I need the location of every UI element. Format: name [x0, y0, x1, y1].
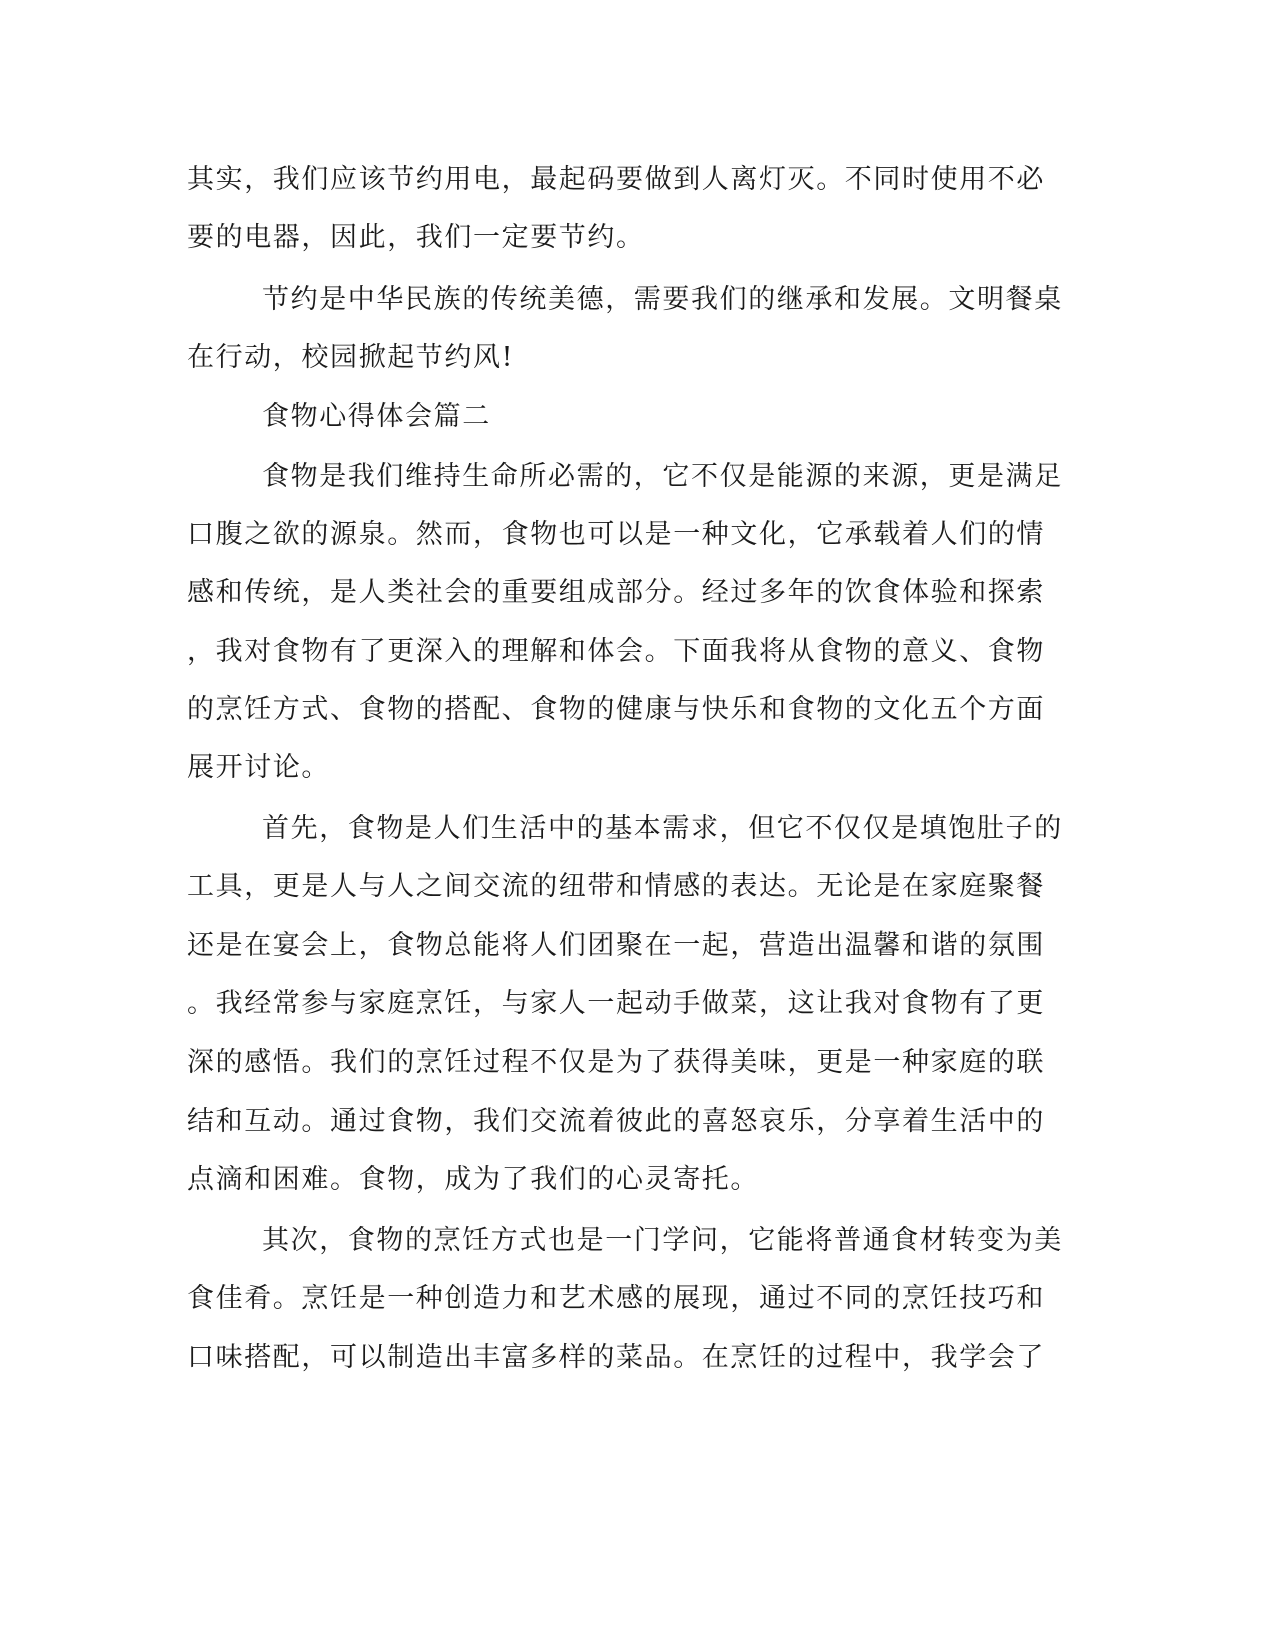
text-line: 展开讨论。: [187, 752, 330, 783]
text-line: 深的感悟。我们的烹饪过程不仅是为了获得美味，更是一种家庭的联: [187, 1047, 1045, 1078]
text-line: 食佳肴。烹饪是一种创造力和艺术感的展现，通过不同的烹饪技巧和: [187, 1283, 1045, 1314]
text-line: 在行动，校园掀起节约风!: [187, 342, 515, 373]
paragraph-first-line: 节约是中华民族的传统美德，需要我们的继承和发展。文明餐桌: [262, 284, 1063, 315]
text-line: 要的电器，因此，我们一定要节约。: [187, 222, 645, 253]
text-line: 口腹之欲的源泉。然而，食物也可以是一种文化，它承载着人们的情: [187, 519, 1045, 550]
text-line: 口味搭配，可以制造出丰富多样的菜品。在烹饪的过程中，我学会了: [187, 1342, 1045, 1373]
text-line: ，我对食物有了更深入的理解和体会。下面我将从食物的意义、食物: [187, 636, 1045, 667]
text-line: 的烹饪方式、食物的搭配、食物的健康与快乐和食物的文化五个方面: [187, 694, 1045, 725]
section-heading: 食物心得体会篇二: [262, 401, 491, 432]
text-line: 结和互动。通过食物，我们交流着彼此的喜怒哀乐，分享着生活中的: [187, 1106, 1045, 1137]
paragraph-first-line: 其次，食物的烹饪方式也是一门学问，它能将普通食材转变为美: [262, 1225, 1063, 1256]
paragraph-first-line: 食物是我们维持生命所必需的，它不仅是能源的来源，更是满足: [262, 461, 1063, 492]
paragraph-first-line: 首先，食物是人们生活中的基本需求，但它不仅仅是填饱肚子的: [262, 813, 1063, 844]
text-line: 工具，更是人与人之间交流的纽带和情感的表达。无论是在家庭聚餐: [187, 871, 1045, 902]
text-line: 还是在宴会上，食物总能将人们团聚在一起，营造出温馨和谐的氛围: [187, 930, 1045, 961]
text-line: 感和传统，是人类社会的重要组成部分。经过多年的饮食体验和探索: [187, 577, 1045, 608]
text-line: 点滴和困难。食物，成为了我们的心灵寄托。: [187, 1164, 759, 1195]
text-line: 。我经常参与家庭烹饪，与家人一起动手做菜，这让我对食物有了更: [187, 988, 1045, 1019]
text-line: 其实，我们应该节约用电，最起码要做到人离灯灭。不同时使用不必: [187, 164, 1045, 195]
